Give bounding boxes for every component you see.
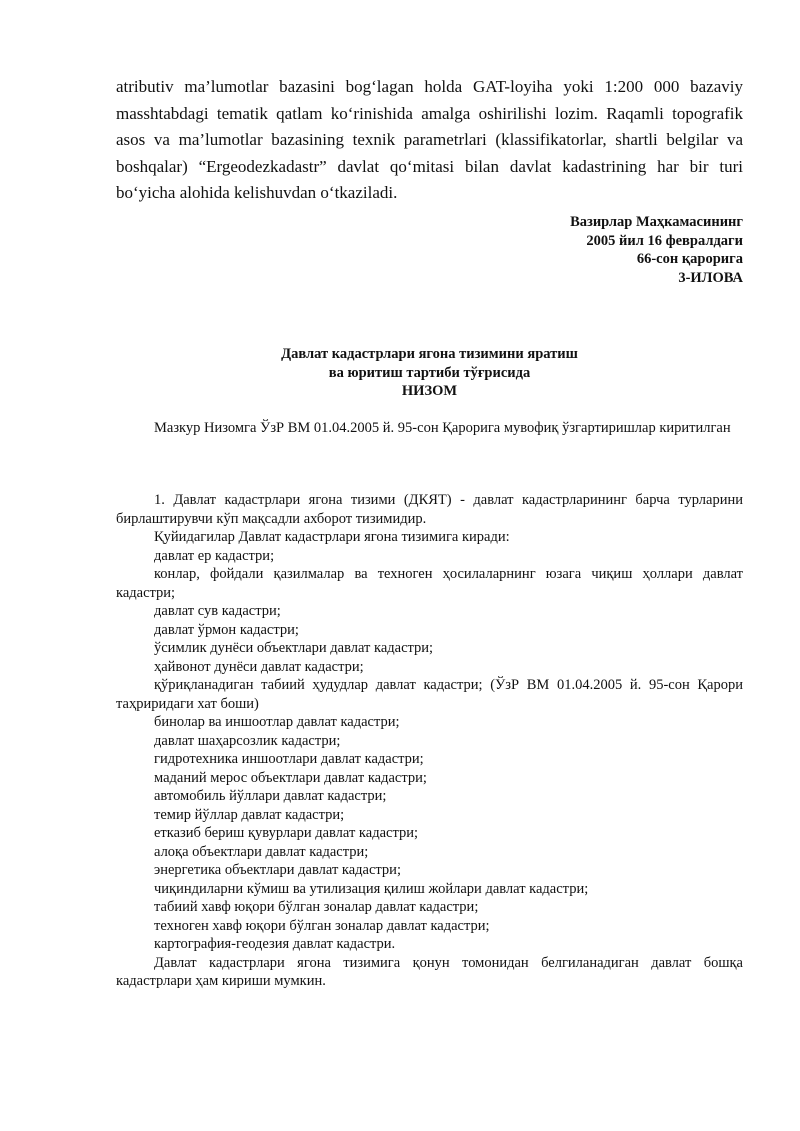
list-item: конлар, фойдали қазилмалар ва техноген ҳосилаларнинг юзага чиқиш ҳоллари давлат кадастри; (116, 566, 743, 601)
list-item: давлат ер кадастри; (154, 547, 275, 564)
list-item: давлат шаҳарсозлик кадастри; (154, 732, 341, 749)
list-item: қўриқланадиган табиий ҳудудлар давлат кадастри; (ЎзР ВМ 01.04.2005 й. 95-сон Қарори таҳриридаги хат боши) (116, 677, 743, 712)
list-item: темир йўллар давлат кадастри; (154, 806, 345, 823)
list-item: картография-геодезия давлат кадастри. (154, 936, 396, 952)
section-1 (116, 491, 743, 991)
title-line: Давлат кадастрлари ягона тизимини яратиш (281, 346, 578, 362)
approval-line: 66-сон қарорига (636, 251, 743, 267)
list-item: автомобиль йўллари давлат кадастри; (154, 788, 387, 804)
list-item: табиий хавф юқори бўлган зоналар давлат кадастри; (154, 899, 479, 915)
list-item: ҳайвонот дунёси давлат кадастри; (154, 658, 364, 675)
list-item: гидротехника иншоотлари давлат кадастри; (154, 751, 424, 767)
list-item: техноген хавф юқори бўлган зоналар давлат кадастри; (154, 917, 490, 934)
approval-line: Вазирлар Маҳкамасининг (570, 214, 743, 230)
appendix-label: 3-ИЛОВА (678, 269, 743, 286)
title-heading: НИЗОМ (401, 383, 458, 399)
list-item: давлат сув кадастри; (154, 603, 281, 619)
approval-block (570, 213, 743, 287)
list-item: маданий мерос объектлари давлат кадастри; (154, 769, 427, 786)
intro-paragraph: atributiv ma’lumotlar bazasini bog‘lagan holda GAT-loyiha yoki 1:200 000 bazaviy masshtabdagi tematik qatlam ko‘rinishida amalga oshirilishi lozim. Raqamli topografik asos va ma’lumotlar bazasining texnik parametrlari (klassifikatorlar, shartli belgilar va boshqalar) “Ergeodezkadastr” davlat qo‘mitasi bilan davlat kadastrining har bir turi bo‘yicha alohida kelishuvdan o‘tkaziladi. (116, 77, 743, 202)
list-item: бинолар ва иншоотлар давлат кадастри; (154, 714, 400, 730)
approval-line: 2005 йил 16 февралдаги (586, 232, 743, 249)
list-item: ўсимлик дунёси объектлари давлат кадастри; (154, 640, 434, 656)
title-line: ва юритиш тартиби тўғрисида (328, 364, 531, 381)
list-item: чиқиндиларни кўмиш ва утилизация қилиш жойлари давлат кадастри; (154, 880, 589, 897)
list-intro: Қуйидагилар Давлат кадастрлари ягона тизимига киради: (154, 529, 510, 545)
list-item: давлат ўрмон кадастри; (154, 621, 299, 638)
definition-paragraph: 1. Давлат кадастрлари ягона тизими (ДКЯТ) - давлат кадастрларининг барча турларини бирлаштирувчи кўп мақсадли ахборот тизимидир. (116, 492, 743, 527)
cadastre-list (116, 547, 743, 954)
amendment-note: Мазкур Низомга ЎзР ВМ 01.04.2005 й. 95-сон Қарорига мувофиқ ўзгартиришлар киритилган (154, 420, 731, 436)
closing-paragraph: Давлат кадастрлари ягона тизимига қонун томонидан белгиланадиган давлат бошқа кадастрлари ҳам кириши мумкин. (116, 954, 743, 989)
list-item: энергетика объектлари давлат кадастри; (154, 862, 401, 878)
list-item: алоқа объектлари давлат кадастри; (154, 843, 369, 860)
document-title (116, 345, 743, 401)
list-item: етказиб бериш қувурлари давлат кадастри; (154, 825, 418, 841)
